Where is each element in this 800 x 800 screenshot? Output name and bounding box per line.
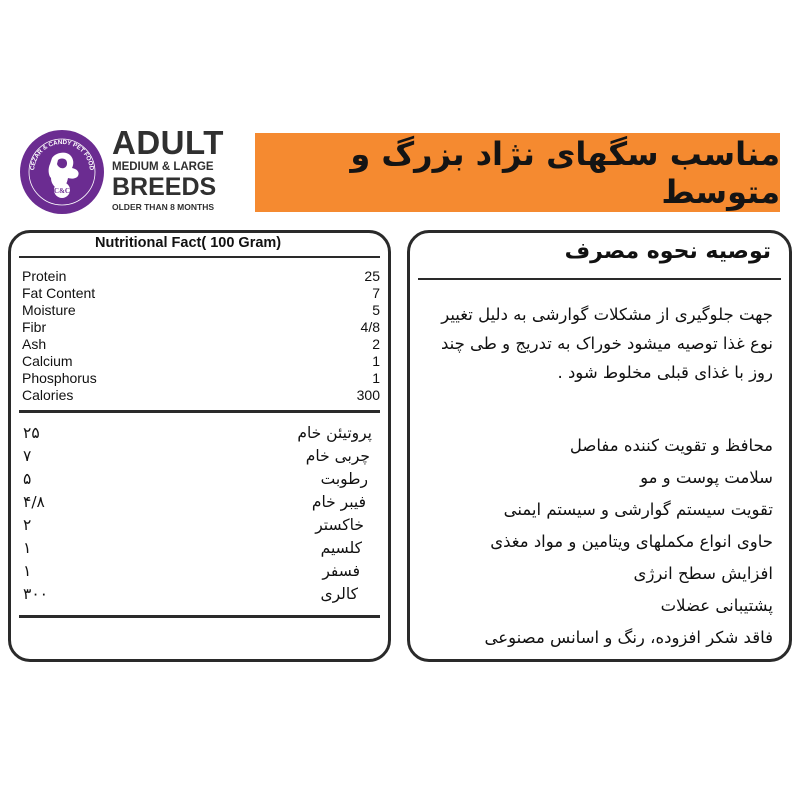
suitability-banner bbox=[255, 133, 780, 212]
product-heading bbox=[112, 126, 237, 213]
nutrient-name: Fibr bbox=[22, 319, 47, 335]
bottom-divider bbox=[19, 615, 380, 618]
nutrient-name: Moisture bbox=[22, 302, 76, 318]
nutrient-name-fa: خاکستر bbox=[315, 516, 364, 534]
heading-size: MEDIUM & LARGE bbox=[112, 161, 214, 173]
heading-breeds: BREEDS bbox=[112, 173, 217, 201]
nutrient-value-fa: ۲ bbox=[23, 516, 32, 534]
nutrient-name-fa: رطوبت bbox=[320, 470, 368, 488]
nutrient-value-fa: ۱ bbox=[23, 562, 32, 580]
logo-ring-text: CEZAR & CANDY PET FOOD bbox=[29, 138, 95, 171]
brand-logo bbox=[20, 130, 104, 214]
nutrient-row-fa bbox=[23, 560, 370, 582]
nutrient-name: Fat Content bbox=[22, 285, 96, 301]
nutrient-row-en bbox=[22, 353, 380, 370]
nutrient-name-fa: چربی خام bbox=[305, 447, 370, 465]
nutrient-name-fa: پروتیئن خام bbox=[297, 424, 372, 442]
nutrient-name-fa: کالری bbox=[320, 585, 358, 603]
nutrient-name-fa: کلسیم bbox=[320, 539, 362, 557]
nutrient-row-en bbox=[22, 285, 380, 302]
nutrient-row-fa bbox=[23, 583, 370, 605]
nutrient-value-fa: ۴/۸ bbox=[23, 493, 45, 511]
nutrient-value-fa: ۵ bbox=[23, 470, 32, 488]
heading-age: OLDER THAN 8 MONTHS bbox=[112, 202, 214, 212]
nutrient-row-fa bbox=[23, 537, 370, 559]
nutrient-value: 2 bbox=[372, 336, 380, 352]
nutrient-name: Ash bbox=[22, 336, 47, 352]
nutrient-row-en bbox=[22, 387, 380, 404]
nutrient-value: 300 bbox=[356, 387, 380, 403]
nutrient-row-en bbox=[22, 319, 380, 336]
nutrient-name: Calcium bbox=[22, 353, 73, 369]
logo-monogram: C&C bbox=[54, 187, 70, 195]
nutrient-row-en bbox=[22, 370, 380, 387]
nutrient-value: 1 bbox=[372, 370, 380, 386]
nutrient-value-fa: ۱ bbox=[23, 539, 32, 557]
nutrient-value: 7 bbox=[372, 285, 380, 301]
nutrient-row-en bbox=[22, 336, 380, 353]
feature-item: فاقد شکر افزوده، رنگ و اسانس مصنوعی bbox=[484, 628, 773, 647]
feature-item: محافظ و تقویت کننده مفاصل bbox=[569, 436, 773, 455]
nutrient-row-fa bbox=[23, 422, 370, 444]
section-divider bbox=[19, 410, 380, 413]
feature-item: افزایش سطح انرژی bbox=[633, 564, 773, 583]
feature-item: پشتیبانی عضلات bbox=[660, 596, 773, 615]
nutrient-value-fa: ۲۵ bbox=[23, 424, 40, 442]
nutrient-name: Protein bbox=[22, 268, 67, 284]
nutrient-value-fa: ۳۰۰ bbox=[23, 585, 48, 603]
feature-item: سلامت پوست و مو bbox=[640, 468, 773, 487]
usage-panel bbox=[407, 230, 792, 662]
feature-item: حاوی انواع مکملهای ویتامین و مواد مغذی bbox=[490, 532, 773, 551]
usage-title-divider bbox=[418, 278, 781, 280]
nutrient-row-en bbox=[22, 268, 380, 285]
feature-item: تقویت سیستم گوارشی و سیستم ایمنی bbox=[503, 500, 773, 519]
nutrient-name-fa: فسفر bbox=[322, 562, 360, 580]
nutrient-name: Phosphorus bbox=[22, 370, 97, 386]
nutrient-value: 5 bbox=[372, 302, 380, 318]
nutrient-row-fa bbox=[23, 514, 370, 536]
nutrient-row-fa bbox=[23, 468, 370, 490]
nutrient-row-en bbox=[22, 302, 380, 319]
usage-paragraph: جهت جلوگیری از مشکلات گوارشی به دلیل تغییر نوع غذا توصیه میشود خوراک به تدریج و طی چند روز با غذای قبلی مخلوط شود . bbox=[440, 305, 773, 382]
title-divider bbox=[19, 256, 380, 258]
heading-adult: ADULT bbox=[112, 124, 224, 161]
nutrient-row-fa bbox=[23, 445, 370, 467]
nutrient-value: 1 bbox=[372, 353, 380, 369]
nutrient-value: 25 bbox=[364, 268, 380, 284]
usage-title: توصیه نحوه مصرف bbox=[564, 239, 771, 264]
nutrient-value: 4/8 bbox=[360, 319, 380, 335]
nutrient-row-fa bbox=[23, 491, 370, 513]
dog-emblem-icon bbox=[20, 130, 104, 214]
nutrition-facts-panel bbox=[8, 230, 391, 662]
nutrient-name: Calories bbox=[22, 387, 74, 403]
banner-text: مناسب سگهای نژاد بزرگ و متوسط bbox=[350, 134, 780, 211]
nutrient-value-fa: ۷ bbox=[23, 447, 32, 465]
nutrient-name-fa: فیبر خام bbox=[311, 493, 366, 511]
nutrition-title: Nutritional Fact( 100 Gram) bbox=[95, 235, 282, 251]
